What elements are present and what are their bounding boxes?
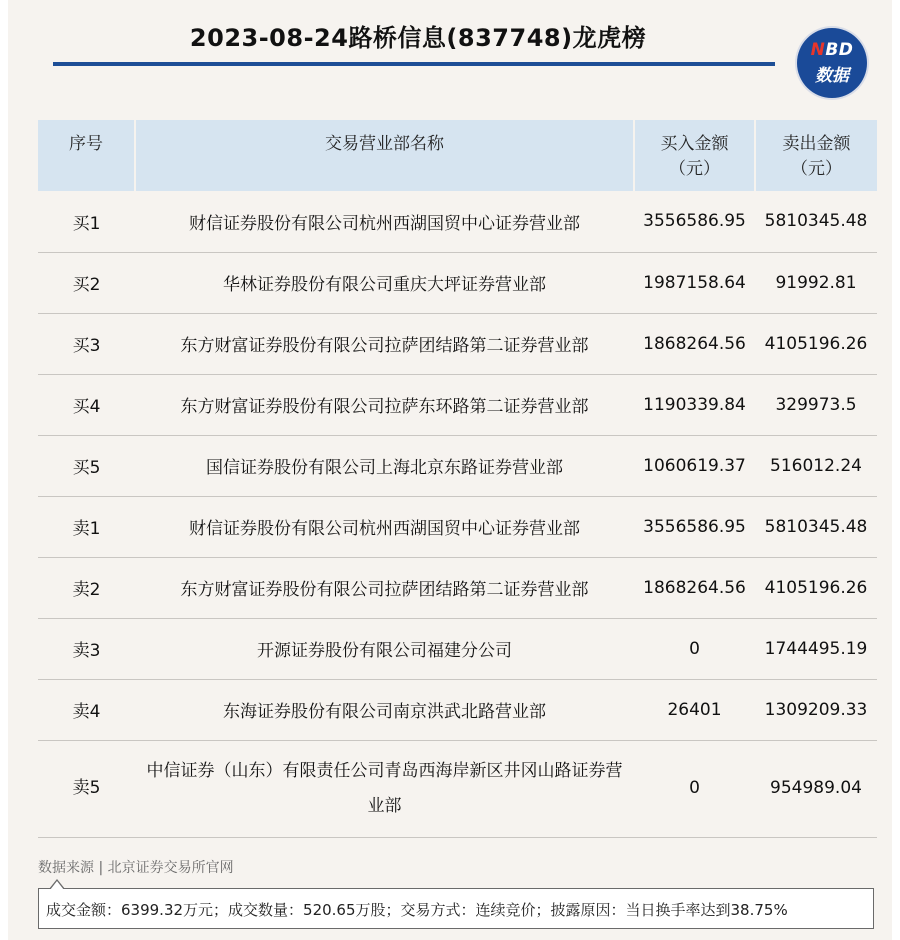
cell-branch-name: 中信证券（山东）有限责任公司青岛西海岸新区井冈山路证券营业部 xyxy=(135,740,634,837)
cell-sell-amount: 5810345.48 xyxy=(755,496,877,557)
cell-index: 买4 xyxy=(38,374,135,435)
cell-buy-amount: 3556586.95 xyxy=(634,191,755,252)
page-title: 2023-08-24路桥信息(837748)龙虎榜 xyxy=(189,24,647,52)
cell-buy-amount: 1987158.64 xyxy=(634,252,755,313)
header-buy-label: 买入金额 （元） xyxy=(660,134,729,179)
cell-branch-name: 财信证券股份有限公司杭州西湖国贸中心证券营业部 xyxy=(135,191,634,252)
logo-text-top: NBD xyxy=(810,40,854,60)
header-index: 序号 xyxy=(38,120,135,191)
cell-buy-amount: 3556586.95 xyxy=(634,496,755,557)
cell-index: 卖2 xyxy=(38,557,135,618)
cell-buy-amount: 1060619.37 xyxy=(634,435,755,496)
table-row xyxy=(38,557,877,618)
cell-index: 卖3 xyxy=(38,618,135,679)
cell-sell-amount: 1309209.33 xyxy=(755,679,877,740)
table-body xyxy=(38,191,877,837)
cell-index: 买5 xyxy=(38,435,135,496)
cell-sell-amount: 4105196.26 xyxy=(755,557,877,618)
title-underline xyxy=(53,62,775,66)
dragon-tiger-table xyxy=(38,120,877,838)
cell-index: 买3 xyxy=(38,313,135,374)
table-row xyxy=(38,374,877,435)
cell-branch-name: 东方财富证券股份有限公司拉萨团结路第二证券营业部 xyxy=(135,557,634,618)
table-header-row xyxy=(38,120,877,191)
cell-sell-amount: 91992.81 xyxy=(755,252,877,313)
cell-branch-name: 财信证券股份有限公司杭州西湖国贸中心证券营业部 xyxy=(135,496,634,557)
header-buy-amount xyxy=(634,120,755,191)
cell-branch-name: 华林证券股份有限公司重庆大坪证券营业部 xyxy=(135,252,634,313)
nbd-logo xyxy=(797,28,867,98)
cell-sell-amount: 1744495.19 xyxy=(755,618,877,679)
table-row xyxy=(38,679,877,740)
cell-buy-amount: 1868264.56 xyxy=(634,557,755,618)
cell-sell-amount: 516012.24 xyxy=(755,435,877,496)
table-row xyxy=(38,740,877,837)
header-sell-label: 卖出金额 （元） xyxy=(782,134,851,179)
trade-summary-box xyxy=(38,888,874,929)
cell-buy-amount: 0 xyxy=(634,618,755,679)
trade-summary-text: 成交金额：6399.32万元；成交数量：520.65万股；交易方式：连续竞价；披露原因：当日换手率达到38.75% xyxy=(46,901,788,919)
table-row xyxy=(38,191,877,252)
cell-index: 买2 xyxy=(38,252,135,313)
cell-buy-amount: 26401 xyxy=(634,679,755,740)
cell-branch-name: 东海证券股份有限公司南京洪武北路营业部 xyxy=(135,679,634,740)
table-row xyxy=(38,618,877,679)
cell-sell-amount: 329973.5 xyxy=(755,374,877,435)
table-row xyxy=(38,435,877,496)
cell-sell-amount: 954989.04 xyxy=(755,740,877,837)
cell-sell-amount: 4105196.26 xyxy=(755,313,877,374)
table-row xyxy=(38,496,877,557)
cell-buy-amount: 0 xyxy=(634,740,755,837)
cell-branch-name: 开源证券股份有限公司福建分公司 xyxy=(135,618,634,679)
cell-branch-name: 东方财富证券股份有限公司拉萨团结路第二证券营业部 xyxy=(135,313,634,374)
cell-branch-name: 东方财富证券股份有限公司拉萨东环路第二证券营业部 xyxy=(135,374,634,435)
cell-buy-amount: 1190339.84 xyxy=(634,374,755,435)
data-source: 数据来源 | 北京证券交易所官网 xyxy=(38,860,234,876)
header-sell-amount xyxy=(755,120,877,191)
cell-index: 买1 xyxy=(38,191,135,252)
cell-branch-name: 国信证券股份有限公司上海北京东路证券营业部 xyxy=(135,435,634,496)
cell-buy-amount: 1868264.56 xyxy=(634,313,755,374)
header-branch-name: 交易营业部名称 xyxy=(135,120,634,191)
logo-text-bottom: 数据 xyxy=(815,66,849,86)
cell-index: 卖5 xyxy=(38,740,135,837)
cell-sell-amount: 5810345.48 xyxy=(755,191,877,252)
cell-index: 卖1 xyxy=(38,496,135,557)
table-row xyxy=(38,313,877,374)
cell-index: 卖4 xyxy=(38,679,135,740)
table-row xyxy=(38,252,877,313)
page xyxy=(8,0,892,940)
